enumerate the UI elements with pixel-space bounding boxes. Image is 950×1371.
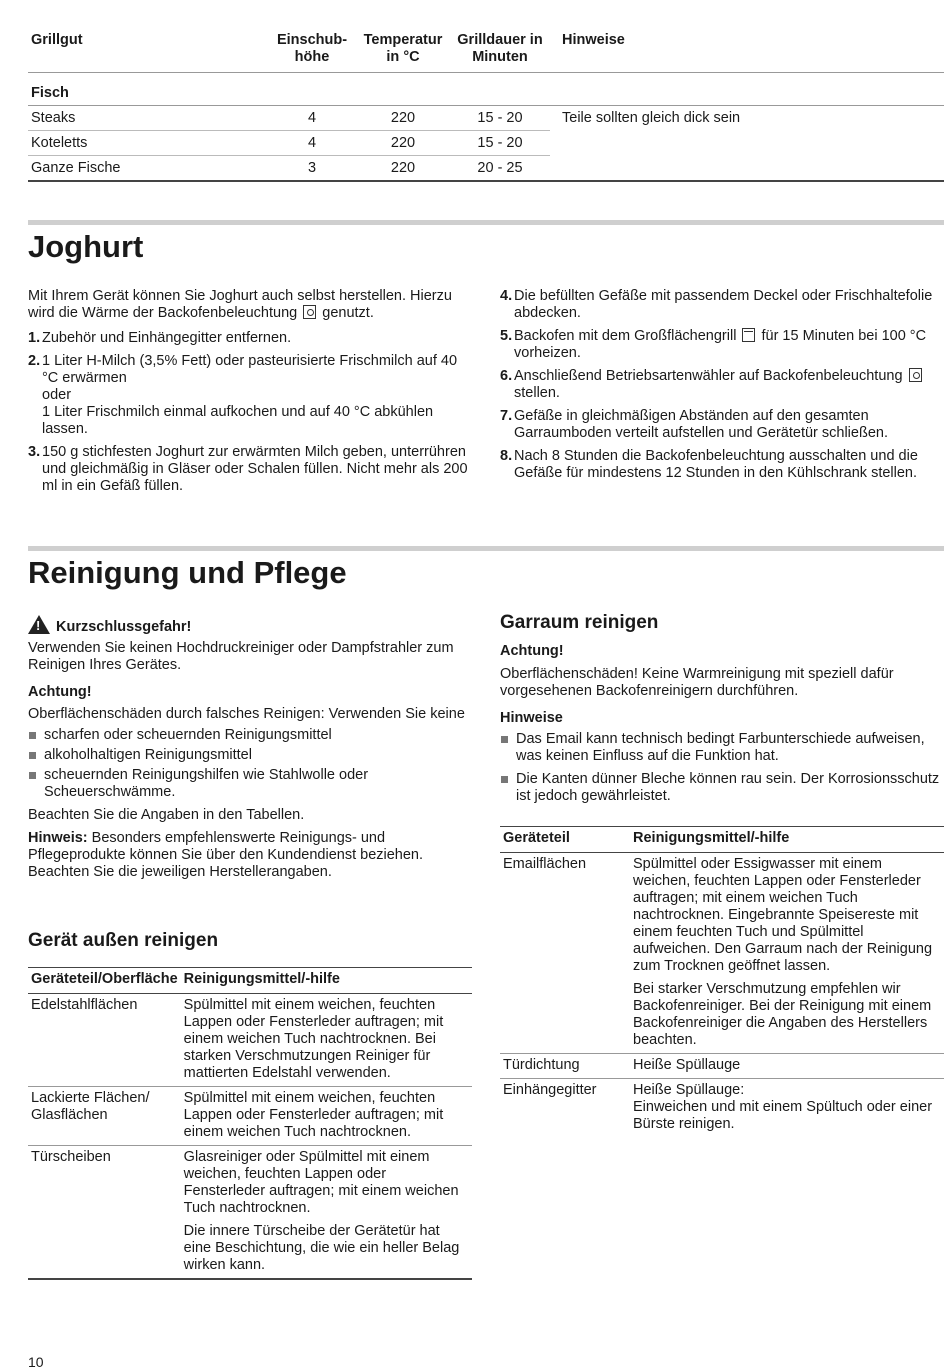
step-text: Gefäße in gleichmäßigen Abständen auf den gesamten Garraumboden verteilt aufstellen und Gerätetür schließen. bbox=[514, 408, 888, 441]
step-text-part: stellen. bbox=[514, 385, 560, 401]
step-text-part: 1 Liter H-Milch (3,5% Fett) oder pasteurisierte Frischmilch auf 40 °C erwärmen bbox=[42, 353, 458, 386]
step-7 bbox=[500, 408, 944, 442]
bullet-text: alkoholhaltigen Reinigungsmittel bbox=[44, 747, 252, 763]
step-2 bbox=[28, 353, 470, 438]
step-number: 1. bbox=[28, 330, 41, 346]
temp-cell: 220 bbox=[356, 131, 450, 156]
joghurt-left-column bbox=[28, 288, 470, 495]
agent-cell bbox=[181, 1146, 472, 1280]
agent-cell: Spülmittel mit einem weichen, feuchten Lappen oder Fensterleder auftragen; mit einem weichen Tuch nachtrocknen. bbox=[181, 1087, 472, 1146]
grill-table bbox=[28, 28, 944, 182]
step-number: 5. bbox=[500, 328, 513, 344]
bullet-text: scharfen oder scheuernden Reinigungsmittel bbox=[44, 727, 332, 743]
intro-text: Mit Ihrem Gerät können Sie Joghurt auch selbst herstellen. Hierzu wird die Wärme der Backofenbeleuchtung bbox=[28, 288, 452, 321]
agent-text: Heiße Spüllauge: bbox=[633, 1082, 745, 1098]
agent-text: Einweichen und mit einem Spültuch oder einer Bürste reinigen. bbox=[633, 1099, 933, 1132]
part-cell: Türscheiben bbox=[28, 1146, 181, 1280]
hint-label: Hinweis: bbox=[28, 830, 88, 846]
section-divider bbox=[28, 546, 944, 551]
time-cell: 15 - 20 bbox=[450, 131, 550, 156]
joghurt-right-column bbox=[500, 288, 944, 482]
header-level: Einschub-höhe bbox=[268, 28, 356, 73]
part-cell: Türdichtung bbox=[500, 1054, 630, 1079]
level-cell: 4 bbox=[268, 131, 356, 156]
header-time: Grilldauer in Minuten bbox=[450, 28, 550, 73]
bullet-square-icon bbox=[29, 772, 36, 779]
step-text-part: für 15 Minuten bei 100 °C vorheizen. bbox=[514, 328, 927, 361]
table-row bbox=[28, 994, 472, 1087]
level-cell: 4 bbox=[268, 106, 356, 131]
bullet-text: scheuernden Reinigungshilfen wie Stahlwolle oder Scheuerschwämme. bbox=[44, 767, 369, 800]
list-item bbox=[28, 727, 472, 744]
intro-text-end: genutzt. bbox=[322, 305, 374, 321]
hint-text: Besonders empfehlenswerte Reinigungs- und Pflegeprodukte können Sie über den Kundendienst beziehen. Beachten Sie die jeweiligen Herstellerangaben. bbox=[28, 830, 424, 880]
step-6 bbox=[500, 368, 944, 402]
list-item bbox=[500, 731, 944, 765]
step-4 bbox=[500, 288, 944, 322]
garraum-hints-title: Hinweise bbox=[500, 710, 563, 726]
list-item bbox=[500, 771, 944, 805]
garraum-title: Garraum reinigen bbox=[500, 612, 659, 633]
step-text-part: Backofen mit dem Großflächengrill bbox=[514, 328, 737, 344]
temp-cell: 220 bbox=[356, 156, 450, 182]
aussen-table bbox=[28, 967, 472, 1280]
step-5 bbox=[500, 328, 944, 362]
header-food: Grillgut bbox=[28, 28, 268, 73]
section-divider bbox=[28, 220, 944, 225]
bullet-square-icon bbox=[501, 736, 508, 743]
list-item bbox=[28, 767, 472, 801]
warning-triangle-icon bbox=[28, 615, 50, 634]
part-cell: Edelstahlflächen bbox=[28, 994, 181, 1087]
oven-light-icon bbox=[303, 305, 316, 319]
caution-title: Achtung! bbox=[28, 684, 92, 700]
agent-text: Spülmittel oder Essigwasser mit einem weichen, feuchten Lappen oder Fensterleder auftragen; mit einem weichen Tuch nachtrocknen. Eingebrannte Speisereste mit einem feuchten Tuch und Spülmittel aufweichen. Den Garraum nach der Reinigung zum Trocknen geöffnet lassen. bbox=[633, 856, 933, 974]
agent-cell: Spülmittel mit einem weichen, feuchten Lappen oder Fensterleder auftragen; mit einem weichen Tuch nachtrocknen. Bei starken Verschmutzungen Reiniger für mattierten Edelstahl verwenden. bbox=[181, 994, 472, 1087]
part-cell: Emailflächen bbox=[500, 853, 630, 1054]
grill-table-header bbox=[28, 28, 944, 73]
list-item bbox=[28, 747, 472, 764]
agent-cell bbox=[630, 853, 944, 1054]
step-8 bbox=[500, 448, 944, 482]
joghurt-intro bbox=[28, 288, 470, 322]
page-number: 10 bbox=[28, 1354, 44, 1370]
table-row bbox=[28, 1146, 472, 1280]
step-1 bbox=[28, 330, 470, 347]
table-row bbox=[500, 1054, 944, 1079]
header-notes: Hinweise bbox=[550, 28, 944, 73]
food-cell: Steaks bbox=[28, 106, 268, 131]
notes-cell: Teile sollten gleich dick sein bbox=[550, 106, 944, 182]
header-agent: Reinigungsmittel/-hilfe bbox=[630, 827, 944, 853]
step-number: 7. bbox=[500, 408, 513, 424]
garraum-caution-title: Achtung! bbox=[500, 643, 564, 659]
category-fish: Fisch bbox=[28, 73, 944, 106]
agent-text: Die innere Türscheibe der Gerätetür hat eine Beschichtung, die wie ein heller Belag wirken kann. bbox=[183, 1223, 460, 1273]
time-cell: 20 - 25 bbox=[450, 156, 550, 182]
reinigung-left-column bbox=[28, 615, 472, 881]
header-temp: Temperatur in °C bbox=[356, 28, 450, 73]
joghurt-title: Joghurt bbox=[28, 229, 144, 264]
time-cell: 15 - 20 bbox=[450, 106, 550, 131]
agent-cell bbox=[630, 1079, 944, 1138]
step-text-or: oder bbox=[42, 387, 72, 403]
step-number: 6. bbox=[500, 368, 513, 384]
step-text-part: Anschließend Betriebsartenwähler auf Backofenbeleuchtung bbox=[514, 368, 903, 384]
table-row bbox=[28, 106, 944, 131]
header-part: Geräteteil/Oberfläche bbox=[28, 968, 181, 994]
category-row bbox=[28, 73, 944, 106]
hint-paragraph bbox=[28, 830, 472, 881]
bullet-square-icon bbox=[29, 752, 36, 759]
caution-text: Oberflächenschäden durch falsches Reinigen: Verwenden Sie keine bbox=[28, 706, 465, 722]
header-agent: Reinigungsmittel/-hilfe bbox=[181, 968, 472, 994]
warning-title: Kurzschlussgefahr! bbox=[56, 619, 192, 635]
reinigung-title: Reinigung und Pflege bbox=[28, 555, 347, 590]
part-cell: Einhängegitter bbox=[503, 1082, 597, 1098]
step-number: 3. bbox=[28, 444, 41, 460]
step-text: 150 g stichfesten Joghurt zur erwärmten Milch geben, unterrühren und gleichmäßig in Gläser oder Schalen füllen. Nicht mehr als 200 ml in ein Gefäß füllen. bbox=[42, 444, 468, 494]
garraum-table bbox=[500, 826, 944, 1137]
aussen-title: Gerät außen reinigen bbox=[28, 930, 219, 951]
bullet-square-icon bbox=[29, 732, 36, 739]
level-cell: 3 bbox=[268, 156, 356, 182]
step-number: 4. bbox=[500, 288, 513, 304]
oven-light-icon bbox=[909, 368, 922, 382]
bullet-text: Die Kanten dünner Bleche können rau sein. Der Korrosionsschutz ist jedoch gewährleistet. bbox=[516, 771, 940, 804]
grill-icon bbox=[742, 328, 755, 342]
bullet-text: Das Email kann technisch bedingt Farbunterschiede aufweisen, was keinen Einfluss auf die Funktion hat. bbox=[516, 731, 925, 764]
garraum-column bbox=[500, 612, 944, 805]
warning-heading bbox=[28, 615, 472, 636]
step-text bbox=[514, 368, 944, 402]
food-cell: Koteletts bbox=[28, 131, 268, 156]
step-text: Zubehör und Einhängegitter entfernen. bbox=[42, 330, 292, 346]
step-text bbox=[514, 328, 944, 362]
garraum-table-header bbox=[500, 827, 944, 853]
table-row bbox=[28, 1087, 472, 1146]
step-text: Nach 8 Stunden die Backofenbeleuchtung ausschalten und die Gefäße für mindestens 12 Stunden in den Kühlschrank stellen. bbox=[514, 448, 918, 481]
food-cell: Ganze Fische bbox=[28, 156, 268, 182]
header-part: Geräteteil bbox=[500, 827, 630, 853]
part-cell: Lackierte Flächen/ Glasflächen bbox=[28, 1087, 181, 1146]
agent-cell: Heiße Spüllauge bbox=[630, 1054, 944, 1079]
table-row bbox=[500, 1079, 944, 1138]
step-text-part: 1 Liter Frischmilch einmal aufkochen und auf 40 °C abkühlen lassen. bbox=[42, 404, 434, 437]
step-3 bbox=[28, 444, 470, 495]
table-row bbox=[500, 853, 944, 1054]
warning-text: Verwenden Sie keinen Hochdruckreiniger oder Dampfstrahler zum Reinigen Ihres Gerätes. bbox=[28, 640, 454, 673]
tables-note: Beachten Sie die Angaben in den Tabellen. bbox=[28, 807, 305, 823]
agent-text: Glasreiniger oder Spülmittel mit einem weichen, feuchten Lappen oder Fensterleder auftragen; mit einem weichen Tuch nachtrocknen. bbox=[183, 1149, 459, 1216]
temp-cell: 220 bbox=[356, 106, 450, 131]
garraum-caution-text: Oberflächenschäden! Keine Warmreinigung mit speziell dafür vorgesehenen Backofenreinigern durchführen. bbox=[500, 666, 894, 699]
step-text: Die befüllten Gefäße mit passendem Deckel oder Frischhaltefolie abdecken. bbox=[514, 288, 933, 321]
step-text bbox=[42, 353, 470, 438]
bullet-square-icon bbox=[501, 776, 508, 783]
agent-text: Bei starker Verschmutzung empfehlen wir Backofenreiniger. Bei der Reinigung mit einem Backofenreiniger die Angaben des Herstellers beachten. bbox=[633, 981, 932, 1048]
step-number: 2. bbox=[28, 353, 41, 369]
step-number: 8. bbox=[500, 448, 513, 464]
aussen-table-header bbox=[28, 968, 472, 994]
